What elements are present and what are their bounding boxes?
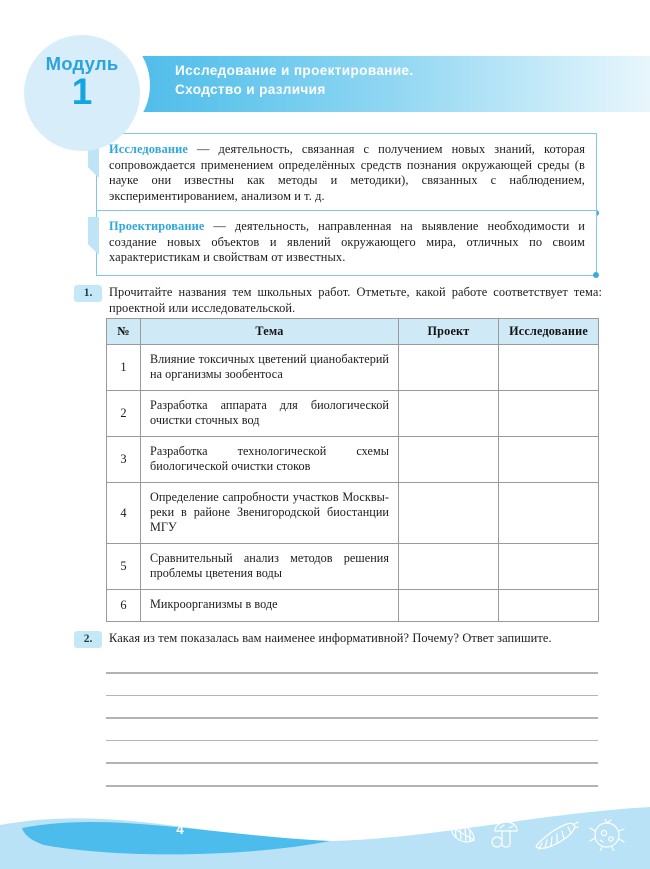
table-row [107,590,599,622]
definition-term-design: Проектирование [109,219,205,233]
answer-lines[interactable] [106,672,598,808]
page-footer [0,795,650,869]
page-title-line-1: Исследование и проектирование. [175,63,414,78]
definition-box-research [96,133,597,214]
answer-line[interactable] [106,672,598,674]
module-number: 1 [71,71,93,112]
themes-table-wrapper [106,318,598,622]
answer-line[interactable] [106,695,598,697]
answer-line[interactable] [106,717,598,719]
definition-box-design [96,210,597,276]
module-label: Модуль [45,53,119,74]
row-research-checkbox-cell[interactable] [499,590,599,622]
column-header-research: Исследование [499,319,599,345]
row-theme: Сравнительный анализ методов решения проблемы цветения воды [141,544,399,590]
row-theme: Влияние токсичных цветений цианобактерий на организмы зообентоса [141,345,399,391]
row-research-checkbox-cell[interactable] [499,345,599,391]
definition-body-design: деятельность, направленная на выявление необходимости и создание новых объектов и явлений окружающего мира, отличных по своим характеристикам и свойствам от известных. [109,219,585,265]
themes-table-head [107,319,599,345]
row-project-checkbox-cell[interactable] [399,345,499,391]
insect-larva-icon [533,820,579,850]
row-theme: Разработка технологической схемы биологической очистки стоков [141,437,399,483]
answer-line[interactable] [106,762,598,764]
definition-body-research: деятельность, связанная с получением новых знаний, которая сопровождается применением определённых средств познания окружающей среды (в науке они известны как методы и методики), связанных с наблюдением, экспериментированием, анализом и т. д. [109,142,585,203]
column-header-number: № [107,319,141,345]
row-project-checkbox-cell[interactable] [399,437,499,483]
row-project-checkbox-cell[interactable] [399,544,499,590]
themes-table-body [107,345,599,622]
row-theme: Разработка аппарата для биологической очистки сточных вод [141,391,399,437]
task-1-number: 1. [74,285,102,302]
table-header-row [107,319,599,345]
corner-dot-icon [593,272,599,278]
row-research-checkbox-cell[interactable] [499,391,599,437]
row-number: 6 [107,590,141,622]
row-number: 1 [107,345,141,391]
microbe-icon [588,819,626,851]
answer-line[interactable] [106,785,598,787]
table-row [107,483,599,544]
flag-marker-icon [88,217,99,255]
row-project-checkbox-cell[interactable] [399,590,499,622]
row-number: 5 [107,544,141,590]
definition-term-research: Исследование [109,142,188,156]
row-research-checkbox-cell[interactable] [499,544,599,590]
definition-dash-2: — [204,219,235,233]
table-row [107,391,599,437]
row-research-checkbox-cell[interactable] [499,483,599,544]
row-theme: Определение сапробности участков Москвы-реки в районе Звенигородской биостанции МГУ [141,483,399,544]
definition-dash-1: — [187,142,219,156]
themes-table [106,318,599,622]
definition-text-research [109,142,585,204]
answer-line[interactable] [106,740,598,742]
module-badge [24,35,140,151]
mushroom-icon [489,820,523,850]
row-number: 3 [107,437,141,483]
row-project-checkbox-cell[interactable] [399,391,499,437]
page-title [175,62,615,99]
task-2-number: 2. [74,631,102,648]
row-project-checkbox-cell[interactable] [399,483,499,544]
page-header [0,0,650,140]
table-row [107,544,599,590]
row-number: 4 [107,483,141,544]
column-header-theme: Тема [141,319,399,345]
table-row [107,437,599,483]
task-2-text: Какая из тем показалась вам наименее информативной? Почему? Ответ запишите. [109,631,552,645]
page-title-line-2: Сходство и различия [175,81,326,97]
task-1 [74,284,602,317]
task-1-text: Прочитайте названия тем школьных работ. Отметьте, какой работе соответствует тема: проектной или исследовательской. [109,285,602,316]
leaf-icon [446,820,480,850]
page-number: 4 [176,822,184,837]
definition-text-design [109,219,585,266]
row-number: 2 [107,391,141,437]
row-theme: Микроорганизмы в воде [141,590,399,622]
column-header-project: Проект [399,319,499,345]
table-row [107,345,599,391]
row-research-checkbox-cell[interactable] [499,437,599,483]
task-2 [74,630,602,646]
footer-decorative-icons [446,815,626,855]
